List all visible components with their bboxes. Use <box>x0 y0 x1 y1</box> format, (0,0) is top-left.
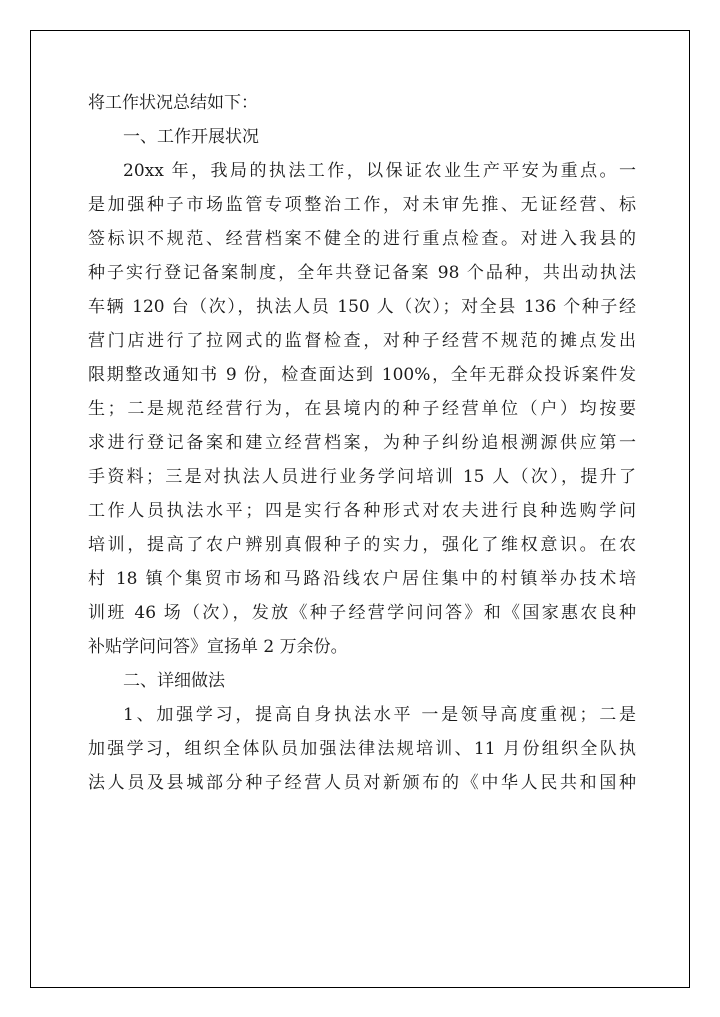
paragraph-line: 工作人员执法水平；四是实行各种形式对农夫进行良种选购学问 <box>88 501 636 521</box>
paragraph-line: 限期整改通知书 9 份，检查面达到 100%，全年无群众投诉案件发 <box>88 365 636 385</box>
intro-line: 将工作状况总结如下： <box>88 93 258 113</box>
paragraph-line: 营门店进行了拉网式的监督检查，对种子经营不规范的摊点发出 <box>88 331 636 351</box>
paragraph-line: 求进行登记备案和建立经营档案，为种子纠纷追根溯源供应第一 <box>88 433 636 453</box>
paragraph-line: 1、加强学习，提高自身执法水平 一是领导高度重视；二是 <box>123 705 636 725</box>
paragraph-line: 村 18 镇个集贸市场和马路沿线农户居住集中的村镇举办技术培 <box>88 569 636 589</box>
section1-paragraph <box>88 154 636 664</box>
paragraph-line: 是加强种子市场监管专项整治工作，对未审先推、无证经营、标 <box>88 195 636 215</box>
section2-paragraph <box>88 698 636 800</box>
paragraph-line: 加强学习，组织全体队员加强法律法规培训、11 月份组织全队执 <box>88 739 636 759</box>
paragraph-line: 签标识不规范、经营档案不健全的进行重点检查。对进入我县的 <box>88 229 636 249</box>
paragraph-line: 培训，提高了农户辨别真假种子的实力，强化了维权意识。在农 <box>88 535 636 555</box>
paragraph-line: 手资料；三是对执法人员进行业务学问培训 15 人（次），提升了 <box>88 467 636 487</box>
section-heading-detailed-practice: 二、详细做法 <box>123 671 225 691</box>
paragraph-line: 训班 46 场（次），发放《种子经营学问问答》和《国家惠农良种 <box>88 603 636 623</box>
paragraph-line: 补贴学问问答》宣扬单 2 万余份。 <box>88 637 348 657</box>
paragraph-line: 生；二是规范经营行为，在县境内的种子经营单位（户）均按要 <box>88 399 636 419</box>
document-body <box>88 86 636 800</box>
paragraph-line: 种子实行登记备案制度，全年共登记备案 98 个品种，共出动执法 <box>88 263 636 283</box>
paragraph-line: 法人员及县城部分种子经营人员对新颁布的《中华人民共和国种 <box>88 773 636 793</box>
paragraph-line: 车辆 120 台（次），执法人员 150 人（次）；对全县 136 个种子经 <box>88 297 636 317</box>
section-heading-work-status: 一、工作开展状况 <box>123 127 259 147</box>
paragraph-line: 20xx 年，我局的执法工作，以保证农业生产平安为重点。一 <box>123 161 636 181</box>
